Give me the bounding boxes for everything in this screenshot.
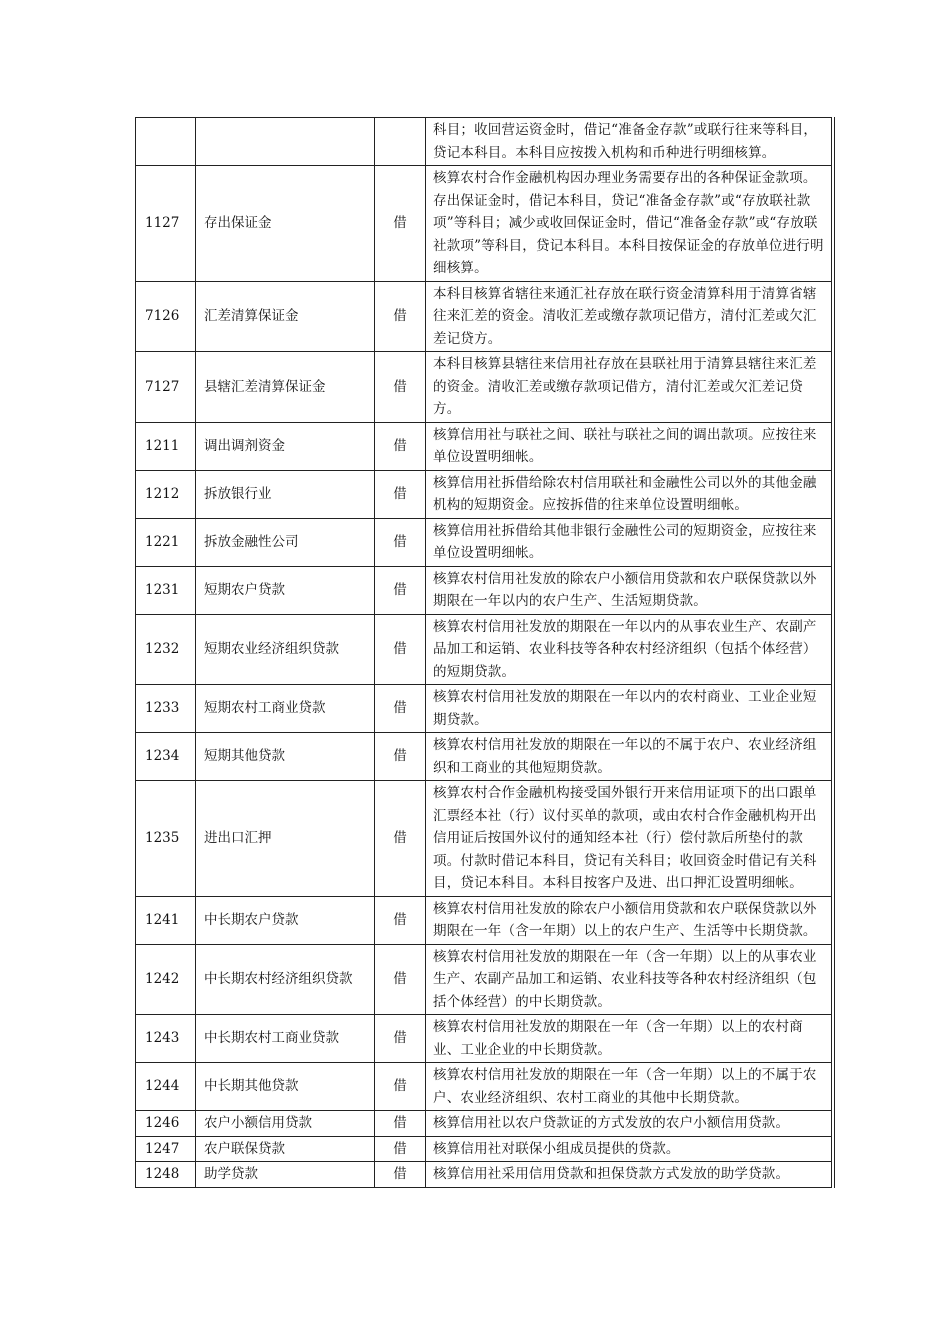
account-description: 核算农村信用社发放的期限在一年以内的农村商业、工业企业短期贷款。 <box>426 685 832 733</box>
balance-direction: 借 <box>375 896 426 944</box>
account-code: 7126 <box>136 281 196 352</box>
balance-direction: 借 <box>375 166 426 282</box>
account-description: 科目；收回营运资金时，借记“准备金存款”或联行往来等科目，贷记本科目。本科目应按拨入机构和币种进行明细核算。 <box>426 118 832 166</box>
table-row <box>136 470 832 518</box>
account-name: 短期农村工商业贷款 <box>196 685 375 733</box>
account-code: 1241 <box>136 896 196 944</box>
table-row <box>136 281 832 352</box>
account-name: 短期其他贷款 <box>196 733 375 781</box>
account-name: 中长期农村工商业贷款 <box>196 1015 375 1063</box>
table-row <box>136 1063 832 1111</box>
balance-direction: 借 <box>375 1162 426 1188</box>
account-code: 1231 <box>136 566 196 614</box>
balance-direction: 借 <box>375 685 426 733</box>
account-description: 核算农村信用社发放的期限在一年（含一年期）以上的农村商业、工业企业的中长期贷款。 <box>426 1015 832 1063</box>
account-description: 核算农村信用社发放的期限在一年以的不属于农户、农业经济组织和工商业的其他短期贷款。 <box>426 733 832 781</box>
ledger-page <box>135 117 832 1188</box>
account-description: 核算农村合作金融机构接受国外银行开来信用证项下的出口跟单汇票经本社（行）议付买单的款项，或由农村合作金融机构开出信用证后按国外议付的通知经本社（行）偿付款后所垫付的款项。付款时借记本科目，贷记有关科目；收回资金时借记有关科目，贷记本科目。本科目按客户及进、出口押汇设置明细帐。 <box>426 781 832 897</box>
account-code: 1234 <box>136 733 196 781</box>
account-description: 本科目核算省辖往来通汇社存放在联行资金清算科用于清算省辖往来汇差的资金。清收汇差或缴存款项记借方，清付汇差或欠汇差记贷方。 <box>426 281 832 352</box>
account-description: 核算农村信用社发放的除农户小额信用贷款和农户联保贷款以外期限在一年以内的农户生产、生活短期贷款。 <box>426 566 832 614</box>
account-code: 1221 <box>136 518 196 566</box>
account-name: 短期农业经济组织贷款 <box>196 614 375 685</box>
account-description: 核算农村信用社发放的期限在一年（含一年期）以上的不属于农户、农业经济组织、农村工商业的其他中长期贷款。 <box>426 1063 832 1111</box>
account-description: 核算信用社拆借给除农村信用联社和金融性公司以外的其他金融机构的短期资金。应按拆借的往来单位设置明细帐。 <box>426 470 832 518</box>
account-name: 调出调剂资金 <box>196 422 375 470</box>
table-row <box>136 614 832 685</box>
table-row <box>136 566 832 614</box>
account-description: 本科目核算县辖往来信用社存放在县联社用于清算县辖往来汇差的资金。清收汇差或缴存款项记借方，清付汇差或欠汇差记贷方。 <box>426 352 832 423</box>
account-name: 拆放银行业 <box>196 470 375 518</box>
account-name: 中长期其他贷款 <box>196 1063 375 1111</box>
account-code: 1233 <box>136 685 196 733</box>
account-name: 助学贷款 <box>196 1162 375 1188</box>
table-row <box>136 781 832 897</box>
account-code: 1246 <box>136 1111 196 1137</box>
balance-direction: 借 <box>375 352 426 423</box>
account-name: 中长期农村经济组织贷款 <box>196 944 375 1015</box>
balance-direction: 借 <box>375 1136 426 1162</box>
account-code: 1211 <box>136 422 196 470</box>
account-code: 1127 <box>136 166 196 282</box>
table-row <box>136 1136 832 1162</box>
balance-direction: 借 <box>375 281 426 352</box>
account-code: 1243 <box>136 1015 196 1063</box>
table-row <box>136 685 832 733</box>
account-description: 核算信用社拆借给其他非银行金融性公司的短期资金，应按往来单位设置明细帐。 <box>426 518 832 566</box>
table-row <box>136 1111 832 1137</box>
balance-direction: 借 <box>375 422 426 470</box>
account-code: 1244 <box>136 1063 196 1111</box>
balance-direction: 借 <box>375 1063 426 1111</box>
table-row <box>136 166 832 282</box>
table-row <box>136 896 832 944</box>
account-name: 拆放金融性公司 <box>196 518 375 566</box>
account-code: 1232 <box>136 614 196 685</box>
account-table <box>135 117 832 1188</box>
account-description: 核算信用社与联社之间、联社与联社之间的调出款项。应按往来单位设置明细帐。 <box>426 422 832 470</box>
account-code: 1247 <box>136 1136 196 1162</box>
balance-direction: 借 <box>375 733 426 781</box>
table-row <box>136 1162 832 1188</box>
balance-direction: 借 <box>375 1015 426 1063</box>
balance-direction <box>375 118 426 166</box>
right-border-line <box>834 117 835 1188</box>
balance-direction: 借 <box>375 781 426 897</box>
table-row <box>136 518 832 566</box>
account-description: 核算农村合作金融机构因办理业务需要存出的各种保证金款项。存出保证金时，借记本科目，贷记“准备金存款”或“存放联社款项”等科目；减少或收回保证金时，借记“准备金存款”或“存放联社款项”等科目，贷记本科目。本科目按保证金的存放单位进行明细核算。 <box>426 166 832 282</box>
account-name: 县辖汇差清算保证金 <box>196 352 375 423</box>
balance-direction: 借 <box>375 614 426 685</box>
account-description: 核算信用社采用信用贷款和担保贷款方式发放的助学贷款。 <box>426 1162 832 1188</box>
account-name: 进出口汇押 <box>196 781 375 897</box>
table-row <box>136 352 832 423</box>
account-code: 7127 <box>136 352 196 423</box>
account-name: 存出保证金 <box>196 166 375 282</box>
account-description: 核算农村信用社发放的期限在一年（含一年期）以上的从事农业生产、农副产品加工和运销、农业科技等各种农村经济组织（包括个体经营）的中长期贷款。 <box>426 944 832 1015</box>
account-description: 核算信用社对联保小组成员提供的贷款。 <box>426 1136 832 1162</box>
account-name: 汇差清算保证金 <box>196 281 375 352</box>
balance-direction: 借 <box>375 566 426 614</box>
account-description: 核算农村信用社发放的除农户小额信用贷款和农户联保贷款以外期限在一年（含一年期）以上的农户生产、生活等中长期贷款。 <box>426 896 832 944</box>
account-name: 中长期农户贷款 <box>196 896 375 944</box>
balance-direction: 借 <box>375 1111 426 1137</box>
account-description: 核算农村信用社发放的期限在一年以内的从事农业生产、农副产品加工和运销、农业科技等各种农村经济组织（包括个体经营）的短期贷款。 <box>426 614 832 685</box>
account-description: 核算信用社以农户贷款证的方式发放的农户小额信用贷款。 <box>426 1111 832 1137</box>
table-row <box>136 1015 832 1063</box>
account-name: 农户小额信用贷款 <box>196 1111 375 1137</box>
balance-direction: 借 <box>375 518 426 566</box>
balance-direction: 借 <box>375 470 426 518</box>
account-name <box>196 118 375 166</box>
account-name: 农户联保贷款 <box>196 1136 375 1162</box>
account-code: 1212 <box>136 470 196 518</box>
account-name: 短期农户贷款 <box>196 566 375 614</box>
account-code: 1235 <box>136 781 196 897</box>
table-row <box>136 733 832 781</box>
table-row <box>136 118 832 166</box>
table-row <box>136 422 832 470</box>
balance-direction: 借 <box>375 944 426 1015</box>
table-row <box>136 944 832 1015</box>
account-code <box>136 118 196 166</box>
account-code: 1248 <box>136 1162 196 1188</box>
account-code: 1242 <box>136 944 196 1015</box>
